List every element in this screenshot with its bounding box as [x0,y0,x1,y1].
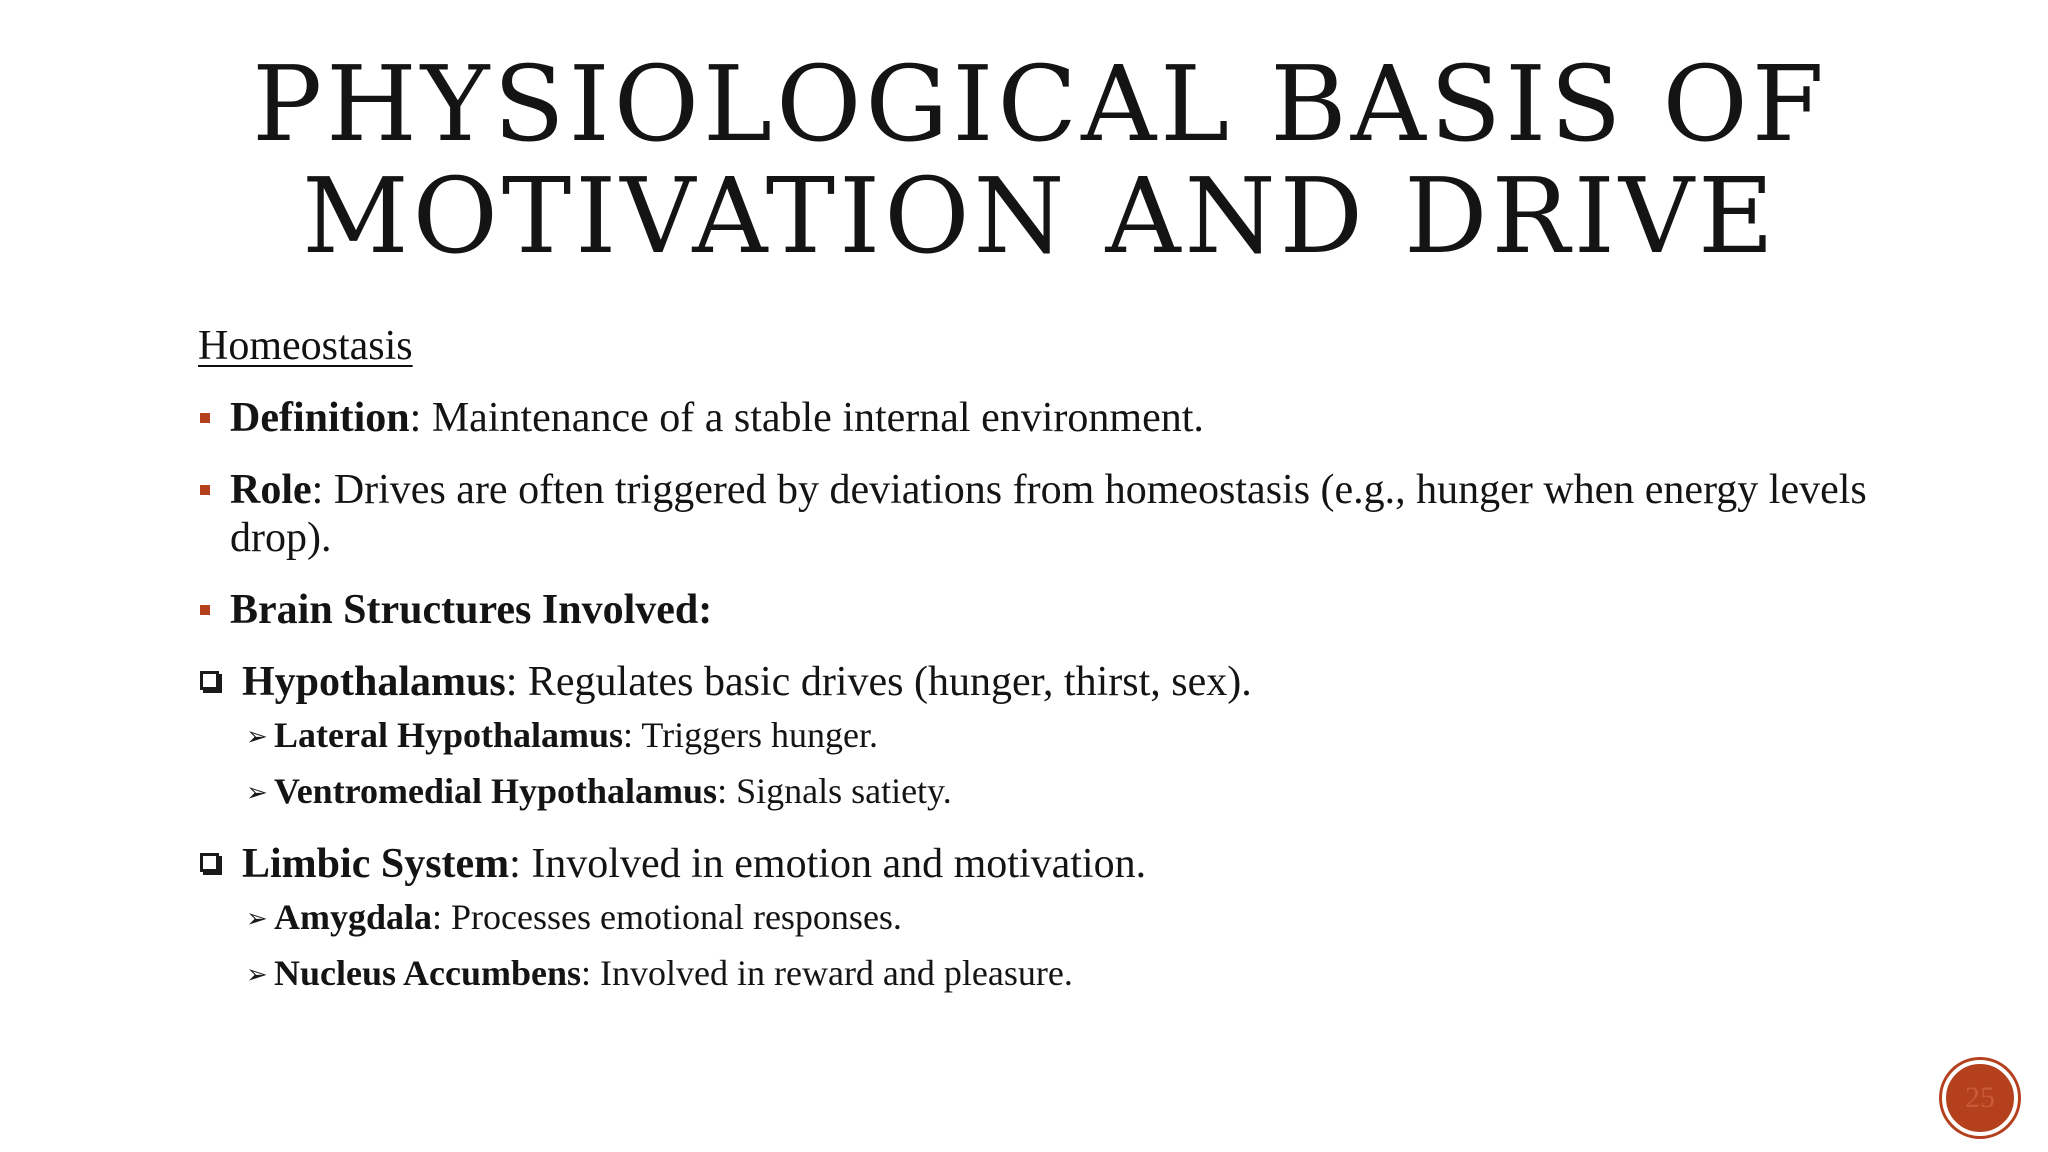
bullet-text: : Drives are often triggered by deviations from homeostasis (e.g., hunger when energy levels drop). [230,467,1867,561]
page-number-badge [1942,1060,2018,1136]
slide-title [200,43,1880,277]
sub-term: Ventromedial Hypothalamus [274,771,718,811]
arrowhead-bullet-icon: ➢ [246,778,268,808]
structure-term: Hypothalamus [242,659,506,705]
sub-term: Lateral Hypothalamus [274,715,624,755]
structure-term: Limbic System [242,841,510,887]
checkbox-bullet-icon [200,671,219,690]
sub-text: : Triggers hunger. [623,715,879,755]
arrowhead-bullet-icon: ➢ [246,960,268,990]
sub-amygdala [244,896,1914,938]
sub-nucleus-accumbens [244,952,1914,994]
title-line-2: MOTIVATION AND DRIVE [302,155,1778,277]
checkbox-bullet-icon [200,853,219,872]
title-line-1: PHYSIOLOGICAL BASIS OF [252,43,1828,165]
page-number: 25 [1965,1081,1995,1114]
bullet-term: Role [230,467,312,513]
sub-lateral-hypothalamus [244,714,1914,756]
sub-term: Amygdala [274,897,433,937]
bullet-term: Brain Structures Involved: [230,587,713,633]
square-bullet-icon [200,605,210,615]
sub-term: Nucleus Accumbens [274,953,582,993]
bullet-term: Definition [230,395,410,441]
section-heading: Homeostasis [198,323,413,369]
structure-hypothalamus [198,658,1932,706]
bullet-definition [198,394,1920,442]
structure-text: : Regulates basic drives (hunger, thirst, sex). [505,659,1252,705]
sub-text: : Processes emotional responses. [432,897,902,937]
arrowhead-bullet-icon: ➢ [246,904,268,934]
structure-limbic-system [198,840,1932,888]
bullet-role [198,466,1920,562]
square-bullet-icon [200,485,210,495]
sub-ventromedial-hypothalamus [244,770,1914,812]
sub-text: : Signals satiety. [717,771,952,811]
sub-text: : Involved in reward and pleasure. [581,953,1073,993]
structure-text: : Involved in emotion and motivation. [509,841,1147,887]
square-bullet-icon [200,413,210,423]
arrowhead-bullet-icon: ➢ [246,722,268,752]
bullet-brain-structures [198,586,1920,634]
bullet-text: : Maintenance of a stable internal environment. [409,395,1204,441]
